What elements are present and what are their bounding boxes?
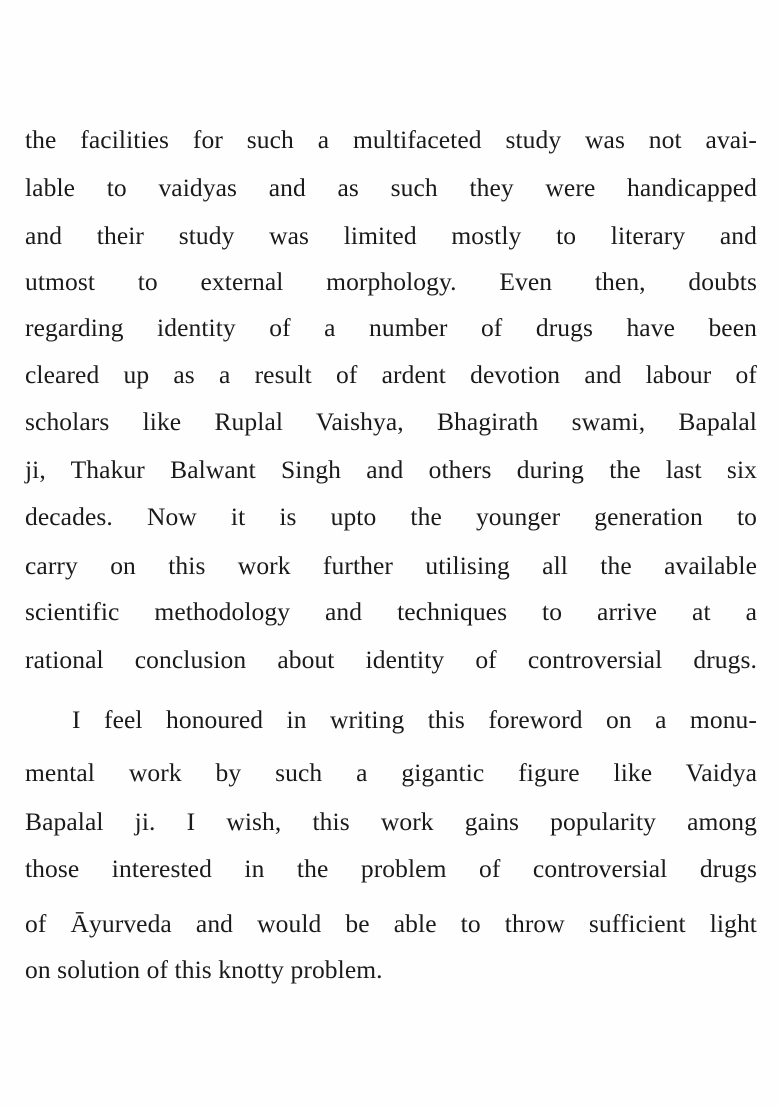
text-line: lable to vaidyas and as such they were handicapped (25, 173, 757, 202)
text-line: rational conclusion about identity of controversial drugs. (25, 645, 757, 674)
text-line: decades. Now it is upto the younger generation to (25, 502, 757, 531)
text-line: scholars like Ruplal Vaishya, Bhagirath swami, Bapalal (25, 407, 757, 436)
text-line: on solution of this knotty problem. (25, 955, 383, 984)
text-line: the facilities for such a multifaceted study was not avai- (25, 125, 757, 154)
text-line: utmost to external morphology. Even then, doubts (25, 267, 757, 296)
text-line: carry on this work further utilising all the available (25, 551, 757, 580)
text-line: I feel honoured in writing this foreword on a monu- (72, 705, 757, 734)
text-line: of Āyurveda and would be able to throw sufficient light (25, 909, 757, 938)
text-line: scientific methodology and techniques to arrive at a (25, 597, 757, 626)
text-line: mental work by such a gigantic figure like Vaidya (25, 758, 757, 787)
text-line: ji, Thakur Balwant Singh and others during the last six (25, 455, 757, 484)
text-line: Bapalal ji. I wish, this work gains popularity among (25, 807, 757, 836)
text-line: and their study was limited mostly to literary and (25, 221, 757, 250)
text-line: regarding identity of a number of drugs have been (25, 313, 757, 342)
text-line: cleared up as a result of ardent devotion and labour of (25, 360, 757, 389)
text-line: those interested in the problem of controversial drugs (25, 854, 757, 883)
